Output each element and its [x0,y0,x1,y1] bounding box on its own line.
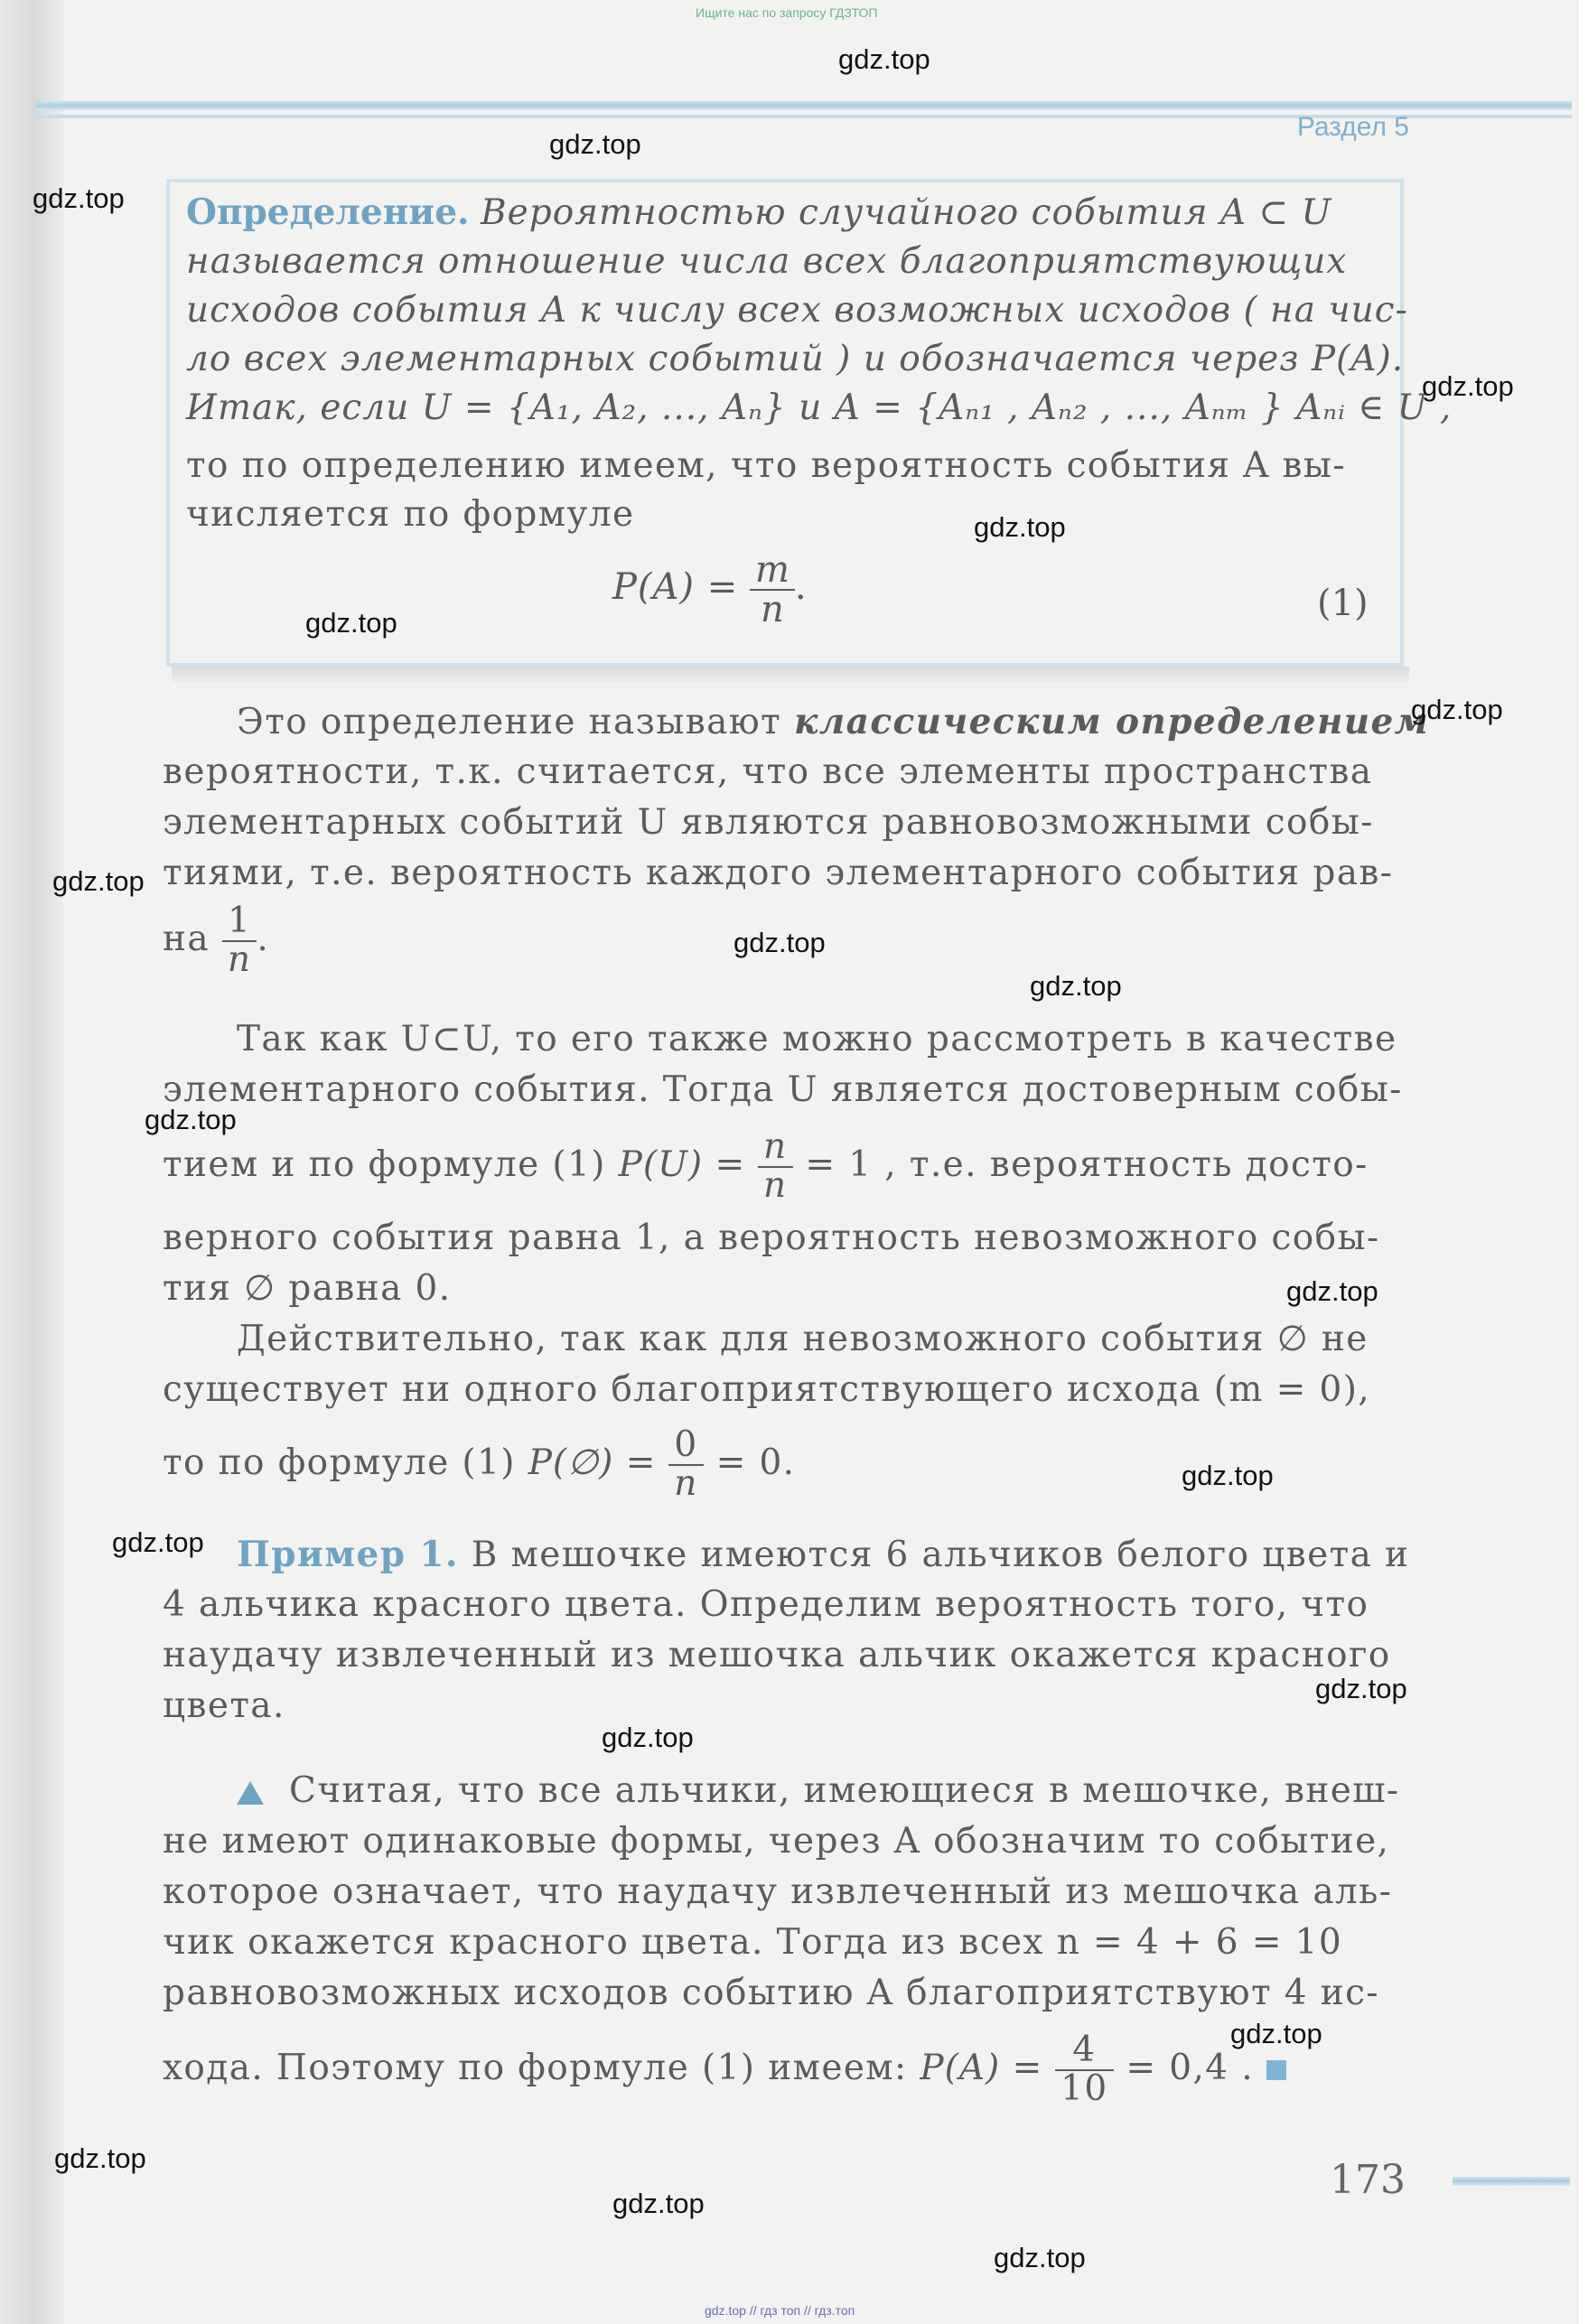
watermark: gdz.top [305,607,397,639]
page-number-rule [1453,2177,1570,2186]
header-rule [36,101,1572,110]
definition-box [166,179,1453,667]
para1-line2: вероятности, т.к. считается, что все элементы пространства [163,751,1373,792]
definition-line-2: называется отношение числа всех благоприятствующих [186,241,1348,282]
watermark: gdz.top [1422,370,1514,402]
watermark: gdz.top [112,1526,204,1558]
definition-line-7: числяется по формуле [186,494,635,535]
example-heading: Пример 1. [237,1534,459,1575]
footer-links[interactable]: gdz.top // гдз топ // гдз.топ [705,2303,855,2318]
section-label: Раздел 5 [1296,112,1409,142]
watermark: gdz.top [1030,970,1122,1002]
para3-line2: существует ни одного благоприятствующего исхода (m = 0), [163,1369,1371,1410]
fraction-0-over-n: $\frac{0}{n}$ [668,1427,704,1503]
formula-fraction: $\frac{m}{n}$ [750,551,795,629]
para2-line4: верного события равна 1, а вероятность невозможного собы- [163,1218,1380,1258]
example-line2: 4 альчика красного цвета. Определим вероятность того, что [163,1584,1369,1625]
fraction-4-over-10: $\frac{4}{10}$ [1055,2032,1113,2108]
watermark: gdz.top [1315,1673,1407,1704]
para2-line3: тием и по формуле (1) P(U) = $\frac{n}{n}$ = 1 , т.е. вероятность досто- [163,1126,1369,1206]
para3-line3: то по формуле (1) P(∅) = $\frac{0}{n}$ = 0. [163,1424,796,1504]
solution-line1: Считая, что все альчики, имеющиеся в мешочке, внеш- [237,1770,1485,1811]
watermark: gdz.top [54,2142,146,2174]
definition-line-4: ло всех элементарных событий ) и обозначается через P(A). [186,339,1405,379]
watermark: gdz.top [1411,694,1503,725]
solution-line2: не имеют одинаковые формы, через A обозначим то событие, [163,1821,1390,1862]
watermark: gdz.top [549,128,641,160]
example-line3: наудачу извлеченный из мешочка альчик окажется красного [163,1635,1391,1675]
solution-line3: которое означает, что наудачу извлеченный из мешочка аль- [163,1871,1393,1912]
definition-formula: P(A) = $\frac{m}{n}$ . [612,549,807,630]
solution-start-triangle-icon [237,1781,264,1805]
example-line4: цвета. [163,1685,285,1726]
definition-line-3: исходов события A к числу всех возможных исходов ( на чис- [186,290,1408,331]
fraction-1-over-n: $\frac{1}{n}$ [222,903,257,979]
para1-line5: на $\frac{1}{n}$ . [163,901,270,980]
para3-line1: Действительно, так как для невозможного события ∅ не [237,1319,1369,1359]
definition-box-shadow [172,667,1409,683]
watermark: gdz.top [733,927,826,958]
para2-line5: тия ∅ равна 0. [163,1268,452,1309]
definition-line-6: то по определению имеем, что вероятность события A вы- [186,445,1346,486]
watermark: gdz.top [602,1722,694,1753]
formula-reference: (1) [1317,583,1369,624]
page-number: 173 [1330,2157,1406,2203]
para2-line2: элементарного события. Тогда U является достоверным собы- [163,1069,1403,1110]
para1-line1: Это определение называют классическим определением [237,701,1430,742]
watermark: gdz.top [612,2188,705,2219]
watermark: gdz.top [1286,1275,1378,1307]
watermark: gdz.top [145,1104,237,1135]
definition-line-1: Определение. Вероятностью случайного события A ⊂ U [186,191,1332,233]
para1-line3: элементарных событий U являются равновозможными собы- [163,802,1374,843]
para1-line4: тиями, т.е. вероятность каждого элементарного события рав- [163,853,1394,893]
promo-text: Ищите нас по запросу ГДЗТОП [696,5,878,20]
example-line1: Пример 1. В мешочке имеются 6 альчиков белого цвета и [237,1534,1410,1575]
watermark: gdz.top [994,2242,1086,2273]
solution-line4: чик окажется красного цвета. Тогда из всех n = 4 + 6 = 10 [163,1922,1343,1963]
watermark: gdz.top [33,182,125,214]
definition-heading: Определение. [186,191,470,233]
fraction-n-over-n: $\frac{n}{n}$ [758,1129,793,1205]
solution-line6: хода. Поэтому по формуле (1) имеем: P(A) = $\frac{4}{10}$ = 0,4 . [163,2032,1411,2108]
watermark: gdz.top [52,865,145,897]
solution-end-square-icon [1266,2060,1286,2080]
watermark: gdz.top [1182,1460,1274,1491]
watermark: gdz.top [1230,2018,1322,2049]
classical-definition-term: классическим определением [793,701,1430,742]
page-gutter-shadow [0,0,63,2324]
definition-line-5: Итак, если U = {A₁, A₂, ..., Aₙ} и A = {Aₙ₁ , Aₙ₂ , ..., Aₙₘ } Aₙᵢ ∈ U , [186,387,1453,428]
solution-line5: равновозможных исходов событию A благоприятствуют 4 ис- [163,1973,1379,2013]
watermark: gdz.top [838,43,930,75]
para2-line1: Так как U⊂U, то его также можно рассмотреть в качестве [237,1019,1397,1059]
watermark: gdz.top [974,511,1066,543]
